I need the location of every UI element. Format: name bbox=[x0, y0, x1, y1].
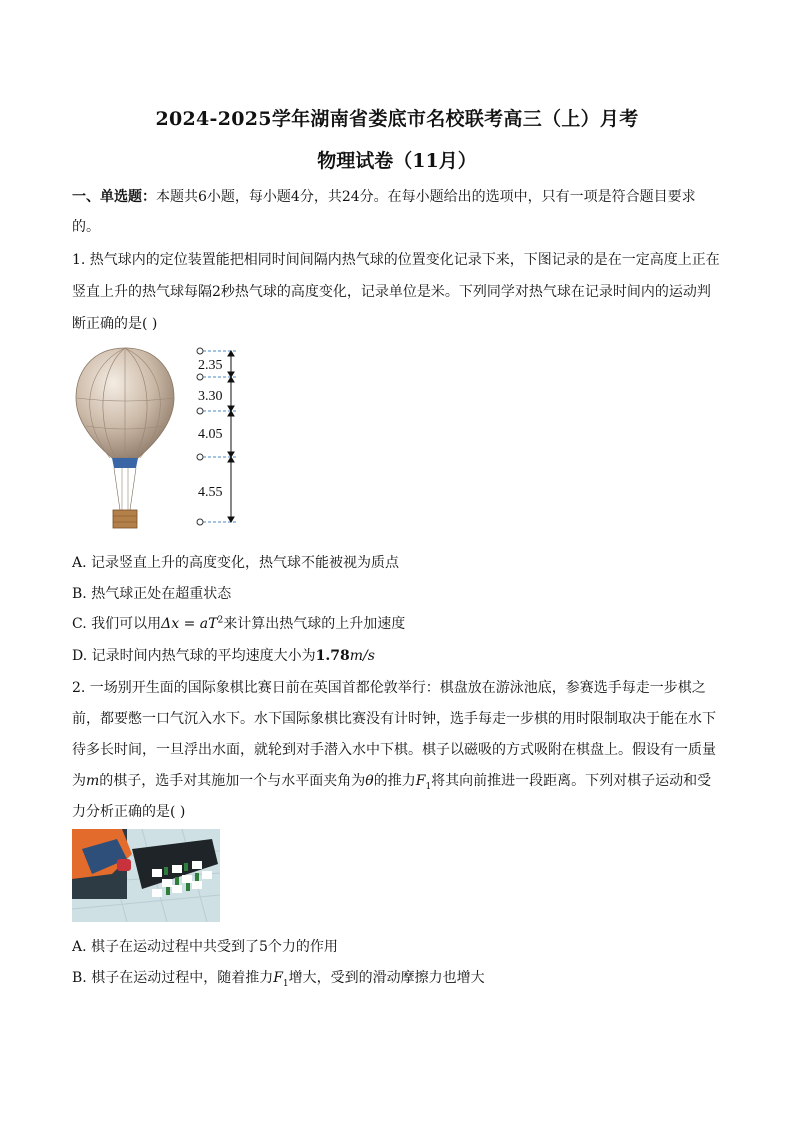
mass-symbol: m bbox=[86, 773, 100, 789]
section-instructions-cont: 的。 bbox=[72, 219, 100, 235]
force-subscript: 1 bbox=[282, 978, 289, 989]
q1-option-b: B. 热气球正处在超重状态 bbox=[72, 586, 232, 602]
hot-air-balloon-icon bbox=[76, 348, 174, 528]
formula-rhs: aT bbox=[199, 616, 218, 632]
measurement-label: 4.55 bbox=[198, 485, 223, 500]
underwater-chess-photo bbox=[72, 829, 220, 922]
balloon-figure bbox=[72, 340, 242, 535]
formula-exponent: 2 bbox=[217, 615, 224, 626]
velocity-value: 1.78 bbox=[315, 648, 350, 664]
exam-subtitle: 物理试卷（11月） bbox=[317, 150, 477, 172]
q1-stem-line1: 1. 热气球内的定位装置能把相同时间间隔内热气球的位置变化记录下来，下图记录的是在一定高度上正在 bbox=[72, 252, 720, 268]
q1-stem-line2: 竖直上升的热气球每隔2秒热气球的高度变化，记录单位是米。下列同学对热气球在记录时间内的运动判 bbox=[72, 284, 711, 300]
measurement-label: 2.35 bbox=[198, 358, 223, 373]
formula-lhs: Δx bbox=[161, 616, 180, 632]
force-symbol: F bbox=[273, 970, 283, 986]
stem-text: 为 bbox=[72, 773, 86, 789]
stem-text: 的推力 bbox=[373, 773, 416, 789]
measurement-label: 3.30 bbox=[198, 389, 223, 404]
stem-text: 将其向前推进一段距离。下列对棋子运动和受 bbox=[431, 773, 712, 789]
section-instructions: 本题共6小题，每小题4分，共24分。在每小题给出的选项中，只有一项是符合题目要求 bbox=[156, 189, 696, 205]
exam-title: 2024-2025学年湖南省娄底市名校联考高三（上）月考 bbox=[155, 108, 639, 130]
q2-stem-line2: 前，都要憋一口气沉入水下。水下国际象棋比赛没有计时钟，选手每走一步棋的用时限制取决于能在水下 bbox=[72, 711, 716, 727]
section-lead: 一、单选题： bbox=[72, 189, 156, 205]
q2-stem-line4 bbox=[72, 770, 722, 792]
section-heading bbox=[72, 186, 722, 206]
force-subscript: 1 bbox=[425, 781, 432, 792]
option-text: B. 棋子在运动过程中，随着推力 bbox=[72, 970, 274, 986]
q1-option-a: A. 记录竖直上升的高度变化，热气球不能被视为质点 bbox=[72, 555, 400, 571]
q2-stem-line3: 待多长时间，一旦浮出水面，就轮到对手潜入水中下棋。棋子以磁吸的方式吸附在棋盘上。假设有一质量 bbox=[72, 742, 716, 758]
force-symbol: F bbox=[415, 773, 426, 789]
option-text: D. 记录时间内热气球的平均速度大小为 bbox=[72, 648, 316, 664]
q1-stem-line3: 断正确的是( ) bbox=[72, 316, 158, 332]
angle-symbol: θ bbox=[365, 773, 374, 789]
q2-option-a: A. 棋子在运动过程中共受到了5个力的作用 bbox=[72, 939, 338, 955]
q2-option-b bbox=[72, 967, 722, 989]
q2-stem-line1: 2. 一场别开生面的国际象棋比赛日前在英国首都伦敦举行：棋盘放在游泳池底，参赛选手每走一步棋之 bbox=[72, 680, 706, 696]
option-text: 增大，受到的滑动摩擦力也增大 bbox=[288, 970, 485, 986]
q2-stem-line5: 力分析正确的是( ) bbox=[72, 804, 186, 820]
option-text: 来计算出热气球的上升加速度 bbox=[223, 616, 406, 632]
option-text: C. 我们可以用 bbox=[72, 616, 162, 632]
q1-option-d bbox=[72, 645, 722, 665]
q1-option-c bbox=[72, 613, 722, 633]
stem-text: 的棋子，选手对其施加一个与水平面夹角为 bbox=[99, 773, 366, 789]
measurement-label: 4.05 bbox=[198, 427, 223, 442]
height-record-diagram bbox=[197, 348, 238, 525]
formula-equals: = bbox=[179, 616, 200, 632]
velocity-unit: m/s bbox=[349, 648, 375, 664]
